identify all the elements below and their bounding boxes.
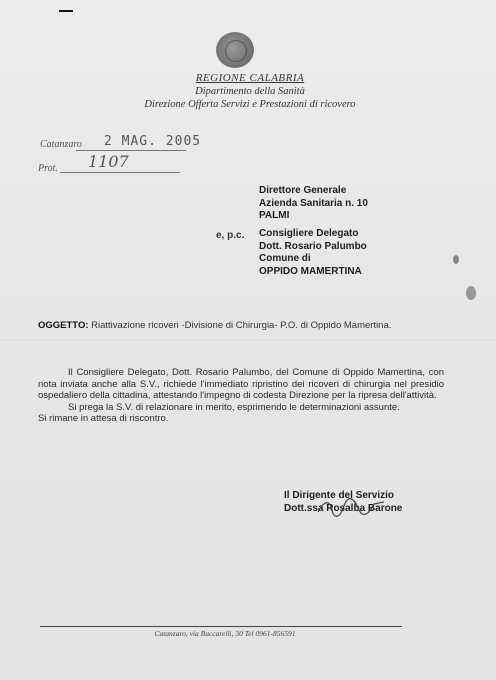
recipient-line: Comune di <box>259 253 311 264</box>
handwritten-signature-icon <box>310 492 390 522</box>
recipient-line: Dott. Rosario Palumbo <box>259 240 367 252</box>
prot-line <box>60 172 180 173</box>
signer-name: Dott.ssa Rosalba Barone <box>284 502 403 514</box>
recipient-line: PALMI <box>259 210 290 221</box>
recipient-line: Consigliere Delegato <box>259 228 359 239</box>
recipient-line: OPPIDO MAMERTINA <box>259 265 362 277</box>
region-seal-icon <box>216 32 254 68</box>
corner-mark <box>59 10 73 12</box>
letter-body <box>38 367 444 425</box>
department-title: Dipartimento della Sanità <box>195 86 305 97</box>
place-label: Catanzaro <box>40 139 82 150</box>
body-paragraph: Si rimane in attesa di riscontro. <box>38 413 169 424</box>
date-stamp: 2 MAG. 2005 <box>104 134 202 149</box>
date-line <box>76 150 186 151</box>
recipient-line: Direttore Generale <box>259 185 347 196</box>
subject-text: Riattivazione ricoveri -Divisione di Chirurgia- P.O. di Oppido Mamertina. <box>91 320 392 331</box>
ink-blot <box>453 255 459 264</box>
subject-line <box>38 320 478 331</box>
primary-recipient <box>259 185 368 223</box>
body-paragraph: Si prega la S.V. di relazionare in merito, esprimendo le determinazioni assunte. <box>68 401 400 413</box>
region-title: REGIONE CALABRIA <box>195 72 305 84</box>
page-fold <box>0 340 496 342</box>
cc-recipient <box>259 228 367 278</box>
footer-address: Catanzaro, via Buccarelli, 30 Tel 0961-856591 <box>154 629 296 638</box>
recipient-line: Azienda Sanitaria n. 10 <box>259 197 368 209</box>
cc-label: e, p.c. <box>216 230 245 241</box>
ink-blot <box>466 286 476 300</box>
body-paragraph: Il Consigliere Delegato, Dott. Rosario Palumbo, del Comune di Oppido Mamertina, con nota inviata anche alla S.V., richiede l'immediato ripristino dei ricoveri di chirurgia nel presidio ospedaliero della cittadina, attestando l'impegno di codesta Direzione per la ripresa dell'attività. <box>38 367 444 401</box>
footer-divider <box>40 626 402 627</box>
directorate-title: Direzione Offerta Servizi e Prestazioni di ricovero <box>144 99 356 110</box>
prot-label: Prot. <box>38 163 58 174</box>
signer-title: Il Dirigente del Servizio <box>284 490 395 501</box>
subject-label: OGGETTO: <box>38 320 89 331</box>
prot-number: 1107 <box>88 152 129 171</box>
